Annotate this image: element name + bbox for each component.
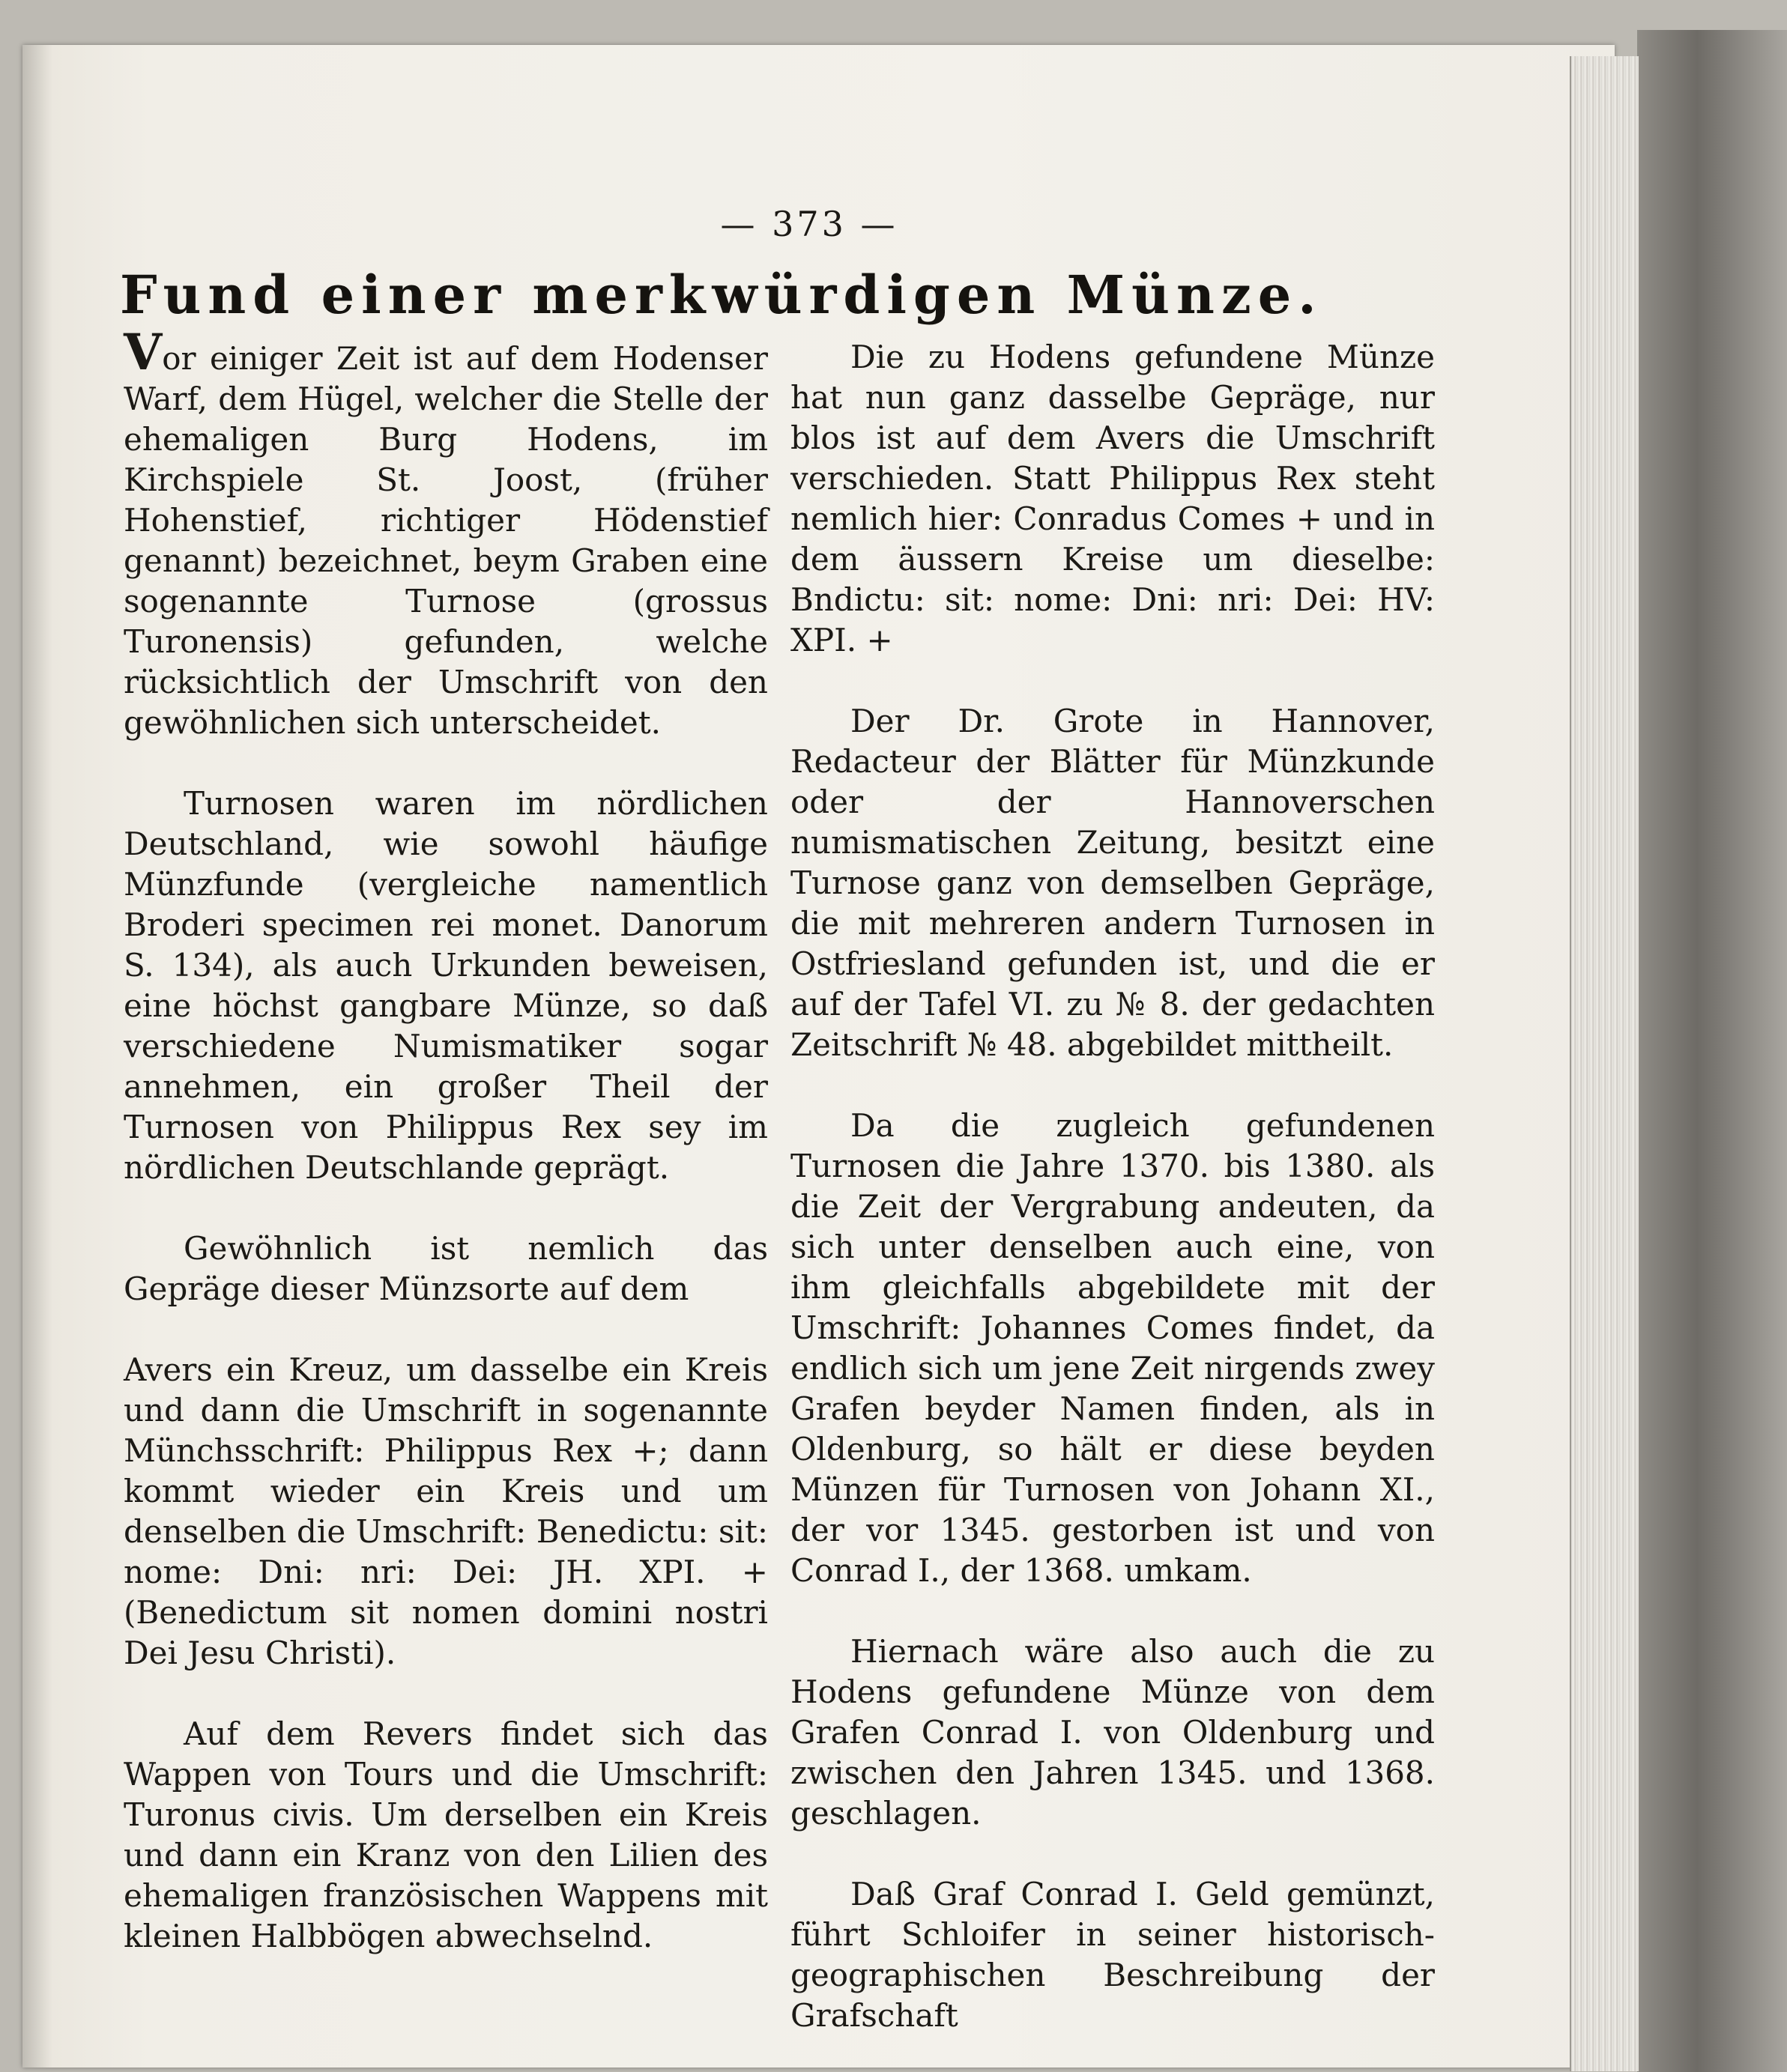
paragraph (124, 323, 768, 743)
article-title: Fund einer merkwürdigen Münze. (120, 264, 1323, 326)
page-number: — 373 — (720, 204, 898, 244)
paragraph: Daß Graf Conrad I. Geld gemünzt, führt Schloifer in seiner historisch-geographischen Beschreibung der Grafschaft (790, 1876, 1435, 2034)
paragraph: Gewöhnlich ist nemlich das Gepräge dieser Münzsorte auf dem (124, 1230, 768, 1307)
paragraph: Die zu Hodens gefundene Münze hat nun ganz dasselbe Gepräge, nur blos ist auf dem Avers die Umschrift verschieden. Statt Philippus Rex steht nemlich hier: Conradus Comes + und in dem äussern Kreise um dieselbe: Bndictu: sit: nome: Dni: nri: Dei: HV: XPI. + (790, 339, 1435, 658)
paragraph: Hiernach wäre also auch die zu Hodens gefundene Münze von dem Grafen Conrad I. von Oldenburg und zwischen den Jahren 1345. und 1368. geschlagen. (790, 1633, 1435, 1832)
paragraph-text: or einiger Zeit ist auf dem Hodenser Warf, dem Hügel, welcher die Stelle der ehemaligen Burg Hodens, im Kirchspiele St. Joost, (früher Hohenstief, richtiger Hödenstief genannt) bezeichnet, beym Graben eine sogenannte Turnose (grossus Turonensis) gefunden, welche rücksichtlich der Umschrift von den gewöhnlichen sich unterscheidet. (124, 340, 768, 741)
page-edges (1570, 56, 1639, 2071)
right-column (790, 337, 1435, 2036)
paragraph: Avers ein Kreuz, um dasselbe ein Kreis und dann die Umschrift in sogenannte Münchsschrift: Philippus Rex +; dann kommt wieder ein Kreis und um denselben die Umschrift: Benedictu: sit: nome: Dni: nri: Dei: JH. XPI. + (Benedictum sit nomen domini nostri Dei Jesu Christi). (124, 1351, 768, 1671)
paragraph: Turnosen waren im nördlichen Deutschland, wie sowohl häufige Münzfunde (vergleiche namentlich Broderi specimen rei monet. Danorum S. 134), als auch Urkunden beweisen, eine höchst gangbare Münze, so daß verschiedene Numismatiker sogar annehmen, ein großer Theil der Turnosen von Philippus Rex sey im nördlichen Deutschlande geprägt. (124, 785, 768, 1186)
paragraph: Auf dem Revers findet sich das Wappen von Tours und die Umschrift: Turonus civis. Um derselben ein Kreis und dann ein Kranz von den Lilien des ehemaligen französischen Wappens mit kleinen Halbbögen abwechselnd. (124, 1715, 768, 1954)
book-cover-edge (1637, 30, 1787, 2072)
drop-capital: V (124, 323, 163, 381)
left-column (124, 323, 768, 1997)
gutter-shadow (22, 45, 52, 2068)
paragraph: Da die zugleich gefundenen Turnosen die Jahre 1370. bis 1380. als die Zeit der Vergrabung andeuten, da sich unter denselben auch eine, von ihm gleichfalls abgebildete mit der Umschrift: Johannes Comes findet, da endlich sich um jene Zeit nirgends zwey Grafen beyder Namen finden, als in Oldenburg, so hält er diese beyden Münzen für Turnosen von Johann XI., der vor 1345. gestorben ist und von Conrad I., der 1368. umkam. (790, 1107, 1435, 1589)
paragraph: Der Dr. Grote in Hannover, Redacteur der Blätter für Münzkunde oder der Hannoverschen numismatischen Zeitung, besitzt eine Turnose ganz von demselben Gepräge, die mit mehreren andern Turnosen in Ostfriesland gefunden ist, und die er auf der Tafel VI. zu № 8. der gedachten Zeitschrift № 48. abgebildet mittheilt. (790, 703, 1435, 1063)
